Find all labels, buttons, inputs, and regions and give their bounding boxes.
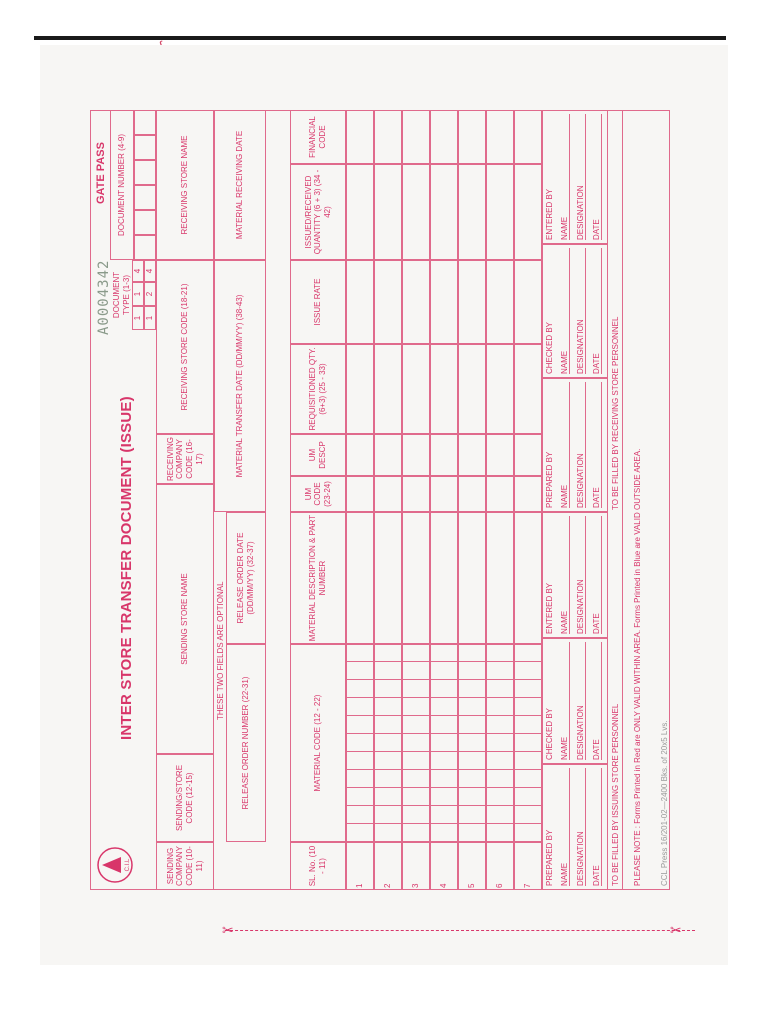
signature-field: DATE	[592, 487, 601, 508]
table-cell[interactable]	[402, 434, 430, 476]
doc-number-box[interactable]	[134, 235, 156, 260]
receiving-company-code: RECEIVING COMPANY CODE (16-17)	[156, 434, 214, 484]
table-cell[interactable]	[374, 110, 402, 164]
signature-field: NAME	[560, 610, 569, 634]
scissor-mark: ✂	[222, 922, 234, 938]
table-cell[interactable]	[402, 476, 430, 512]
table-cell[interactable]	[430, 344, 458, 434]
signature-field: DESIGNATION	[576, 185, 585, 240]
row-number: 3	[402, 842, 430, 890]
doc-number-box[interactable]	[134, 110, 156, 135]
table-cell[interactable]	[486, 260, 514, 344]
row-number: 2	[374, 842, 402, 890]
table-cell[interactable]	[374, 344, 402, 434]
table-cell[interactable]	[486, 164, 514, 260]
col-header-issue-rate: ISSUE RATE	[290, 260, 346, 344]
row-number: 6	[486, 842, 514, 890]
table-cell[interactable]	[346, 512, 374, 644]
table-cell[interactable]	[514, 164, 542, 260]
table-cell[interactable]	[374, 512, 402, 644]
table-cell[interactable]	[430, 434, 458, 476]
table-cell[interactable]	[346, 260, 374, 344]
table-cell[interactable]	[346, 434, 374, 476]
release-order-date: RELEASE ORDER DATE (DD/MM/YY) (32-37)	[226, 512, 266, 644]
table-cell[interactable]	[514, 644, 542, 842]
doc-type-cell[interactable]: 4	[144, 260, 156, 282]
table-cell[interactable]	[430, 512, 458, 644]
issuing-note: TO BE FILLED BY ISSUING STORE PERSONNEL	[611, 703, 620, 886]
transfer-form	[90, 110, 670, 890]
table-cell[interactable]	[486, 434, 514, 476]
scissor-mark: ✂	[670, 922, 682, 938]
signature-field: DESIGNATION	[576, 319, 585, 374]
doc-type-cell[interactable]: 1	[144, 306, 156, 330]
col-header-issued-qty: ISSUED/RECEIVED QUANTITY (6 + 3) (34 - 42)	[290, 164, 346, 260]
table-cell[interactable]	[486, 344, 514, 434]
signature-field: DATE	[592, 739, 601, 760]
receiving-store-name: RECEIVING STORE NAME	[156, 110, 214, 260]
table-cell[interactable]	[346, 344, 374, 434]
doc-number-box[interactable]	[134, 185, 156, 210]
doc-type-cell[interactable]: 1	[132, 306, 144, 330]
table-cell[interactable]	[458, 434, 486, 476]
doc-type-cell[interactable]: 2	[144, 282, 156, 306]
material-receiving-date: MATERIAL RECEIVING DATE	[214, 110, 266, 260]
release-order-number: RELEASE ORDER NUMBER (22-31)	[226, 644, 266, 842]
col-header-material-code: MATERIAL CODE (12 - 22)	[290, 644, 346, 842]
table-cell[interactable]	[514, 512, 542, 644]
table-cell[interactable]	[514, 344, 542, 434]
sending-store-code: SENDING/STORE CODE (12-15)	[156, 754, 214, 842]
table-cell[interactable]	[514, 434, 542, 476]
table-cell[interactable]	[514, 110, 542, 164]
table-cell[interactable]	[430, 164, 458, 260]
col-header-requisitioned-qty: REQUISITIONED QTY. (6+3) (25 - 33)	[290, 344, 346, 434]
doc-type-label: DOCUMENT TYPE (1-3)	[112, 271, 131, 319]
table-cell[interactable]	[458, 164, 486, 260]
signature-field: DATE	[592, 865, 601, 886]
doc-number-box[interactable]	[134, 210, 156, 235]
table-cell[interactable]	[374, 476, 402, 512]
svg-text:C.I.L: C.I.L	[125, 858, 131, 872]
table-cell[interactable]	[374, 644, 402, 842]
col-header-um-descp: UM DESCP	[290, 434, 346, 476]
row-number: 7	[514, 842, 542, 890]
table-cell[interactable]	[374, 260, 402, 344]
coal-india-logo	[92, 842, 138, 888]
table-cell[interactable]	[458, 476, 486, 512]
signature-field: NAME	[560, 484, 569, 508]
table-cell[interactable]	[458, 110, 486, 164]
table-cell[interactable]	[486, 110, 514, 164]
please-note: PLEASE NOTE : Forms Printed in Red are ONLY VALID WITHIN AREA. Forms Printed in Blue are VALID OUTSIDE AREA.	[633, 448, 642, 886]
row-number: 5	[458, 842, 486, 890]
signature-title: ENTERED BY	[545, 582, 554, 634]
table-cell[interactable]	[402, 110, 430, 164]
col-header-material-desc: MATERIAL DESCRIPTION & PART NUMBER	[290, 512, 346, 644]
table-cell[interactable]	[486, 644, 514, 842]
doc-number-label: DOCUMENT NUMBER (4-9)	[110, 110, 134, 260]
receiving-note: TO BE FILLED BY RECEIVING STORE PERSONNEL	[611, 316, 620, 510]
signature-field: DATE	[592, 219, 601, 240]
table-cell[interactable]	[374, 164, 402, 260]
signature-field: DESIGNATION	[576, 453, 585, 508]
signature-field: DATE	[592, 353, 601, 374]
table-cell[interactable]	[514, 260, 542, 344]
signature-field: NAME	[560, 862, 569, 886]
sending-store-name: SENDING STORE NAME	[156, 484, 214, 754]
table-cell[interactable]	[430, 110, 458, 164]
col-header-slno: SL. No. (10 - 11)	[290, 842, 346, 890]
serial-number: A0004342	[96, 259, 112, 335]
table-cell[interactable]	[402, 260, 430, 344]
table-cell[interactable]	[374, 434, 402, 476]
table-cell[interactable]	[402, 512, 430, 644]
doc-number-box[interactable]	[134, 160, 156, 185]
table-cell[interactable]	[486, 512, 514, 644]
gate-pass-label: GATE PASS	[95, 142, 107, 204]
scan-edge-bar	[34, 36, 726, 40]
table-cell[interactable]	[430, 476, 458, 512]
table-cell[interactable]	[430, 260, 458, 344]
signature-field: DESIGNATION	[576, 705, 585, 760]
doc-type-cell[interactable]: 1	[132, 282, 144, 306]
table-cell[interactable]	[458, 260, 486, 344]
doc-number-box[interactable]	[134, 135, 156, 160]
col-header-financial-code: FINANCIAL CODE	[290, 110, 346, 164]
form-title: INTER STORE TRANSFER DOCUMENT (ISSUE)	[118, 396, 135, 740]
table-cell[interactable]	[402, 344, 430, 434]
table-cell[interactable]	[458, 344, 486, 434]
signature-field: DATE	[592, 613, 601, 634]
material-transfer-date: MATERIAL TRANSFER DATE (DD/MM/YY) (38-43)	[214, 260, 266, 512]
table-cell[interactable]	[346, 476, 374, 512]
signature-field: DESIGNATION	[576, 831, 585, 886]
row-number: 1	[346, 842, 374, 890]
signature-title: PREPARED BY	[545, 451, 554, 508]
table-cell[interactable]	[430, 644, 458, 842]
table-cell[interactable]	[346, 110, 374, 164]
table-cell[interactable]	[346, 164, 374, 260]
signature-field: NAME	[560, 350, 569, 374]
optional-fields-note: THESE TWO FIELDS ARE OPTIONAL	[216, 581, 225, 720]
signature-title: CHECKED BY	[545, 707, 554, 760]
col-header-um-code: UM CODE (23-24)	[290, 476, 346, 512]
table-cell[interactable]	[402, 644, 430, 842]
table-cell[interactable]	[346, 644, 374, 842]
row-number: 4	[430, 842, 458, 890]
doc-type-cell[interactable]: 4	[132, 260, 144, 282]
receiving-store-code: RECEIVING STORE CODE (18-21)	[156, 260, 214, 434]
signature-field: NAME	[560, 216, 569, 240]
table-cell[interactable]	[514, 476, 542, 512]
table-cell[interactable]	[458, 512, 486, 644]
cut-line	[225, 930, 695, 931]
signature-field: NAME	[560, 736, 569, 760]
signature-field: DESIGNATION	[576, 579, 585, 634]
table-cell[interactable]	[458, 644, 486, 842]
signature-title: ENTERED BY	[545, 188, 554, 240]
signature-title: CHECKED BY	[545, 321, 554, 374]
table-cell[interactable]	[402, 164, 430, 260]
table-cell[interactable]	[486, 476, 514, 512]
press-note: CCL Press 16/201-02—2400 Bks. of 20x5 Lvs.	[660, 720, 669, 886]
signature-title: PREPARED BY	[545, 829, 554, 886]
sending-company-code: SENDING COMPANY CODE (10-11)	[156, 842, 214, 890]
